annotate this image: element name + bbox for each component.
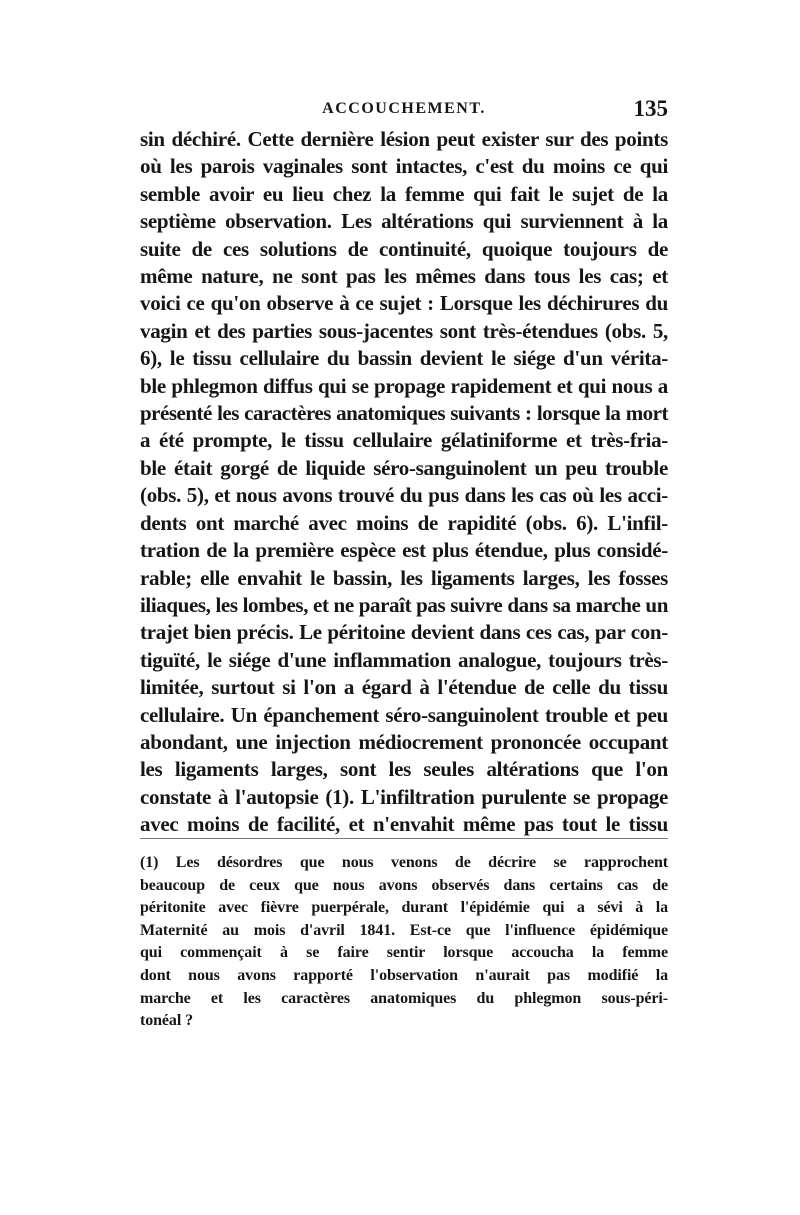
text-line: septième observation. Les altérations qui surviennent à la	[140, 209, 668, 234]
footnote-line: qui commençait à se faire sentir lorsque accoucha la femme	[140, 944, 668, 962]
text-line: vagin et des parties sous-jacentes sont très-étendues (obs. 5,	[140, 318, 668, 343]
page-number: 135	[633, 96, 668, 121]
text-line: où les parois vaginales sont intactes, c'est du moins ce qui	[140, 154, 668, 179]
footnote-line: dont nous avons rapporté l'observation n'aurait pas modifié la	[140, 966, 668, 984]
running-head	[140, 96, 668, 124]
footnote-line: Maternité au mois d'avril 1841. Est-ce que l'influence épidémique	[140, 921, 668, 939]
text-line: suite de ces solutions de continuité, quoique toujours de	[140, 236, 668, 261]
text-line: (obs. 5), et nous avons trouvé du pus dans les cas où les acci-	[140, 483, 668, 508]
text-line: dents ont marché avec moins de rapidité (obs. 6). L'infil-	[140, 510, 668, 535]
body-text	[140, 126, 668, 839]
text-line: 6), le tissu cellulaire du bassin devient le siége d'un vérita-	[140, 346, 668, 371]
text-line: constate à l'autopsie (1). L'infiltration purulente se propage	[140, 784, 668, 809]
text-line: semble avoir eu lieu chez la femme qui fait le sujet de la	[140, 181, 668, 206]
text-line: tration de la première espèce est plus étendue, plus considé-	[140, 538, 668, 563]
footnote	[140, 852, 668, 1033]
footnote-line: (1) Les désordres que nous venons de décrire se rapprochent	[140, 854, 668, 871]
running-title: ACCOUCHEMENT.	[322, 100, 486, 117]
text-line: avec moins de facilité, et n'envahit même pas tout le tissu	[140, 812, 668, 837]
footnote-line: beaucoup de ceux que nous avons observés dans certains cas de	[140, 876, 668, 894]
text-line: présenté les caractères anatomiques suivants : lorsque la mort	[140, 401, 668, 426]
text-line: ble phlegmon diffus qui se propage rapidement et qui nous a	[140, 373, 668, 398]
text-line: limitée, surtout si l'on a égard à l'étendue de celle du tissu	[140, 675, 668, 700]
text-line: trajet bien précis. Le péritoine devient dans ces cas, par con-	[140, 620, 668, 645]
text-line: les ligaments larges, sont les seules altérations que l'on	[140, 757, 668, 782]
text-line: cellulaire. Un épanchement séro-sanguinolent trouble et peu	[140, 702, 668, 727]
text-line: abondant, une injection médiocrement prononcée occupant	[140, 729, 668, 754]
footnote-line: péritonite avec fièvre puerpérale, durant l'épidémie qui a sévi à la	[140, 899, 668, 917]
text-line: sin déchiré. Cette dernière lésion peut exister sur des points	[140, 127, 668, 151]
text-line: voici ce qu'on observe à ce sujet : Lorsque les déchirures du	[140, 291, 668, 316]
text-line: ble était gorgé de liquide séro-sanguinolent un peu trouble	[140, 455, 668, 480]
footnote-line: marche et les caractères anatomiques du phlegmon sous-péri-	[140, 989, 668, 1007]
text-line: tiguïté, le siége d'une inflammation analogue, toujours très-	[140, 647, 668, 672]
text-line: a été prompte, le tissu cellulaire gélatiniforme et très-fria-	[140, 428, 668, 453]
text-line: même nature, ne sont pas les mêmes dans tous les cas; et	[140, 264, 668, 289]
footnote-line: tonéal ?	[140, 1012, 193, 1030]
text-line: iliaques, les lombes, et ne paraît pas suivre dans sa marche un	[140, 592, 668, 617]
text-line: rable; elle envahit le bassin, les ligaments larges, les fosses	[140, 565, 668, 590]
footnote-divider	[140, 838, 668, 839]
